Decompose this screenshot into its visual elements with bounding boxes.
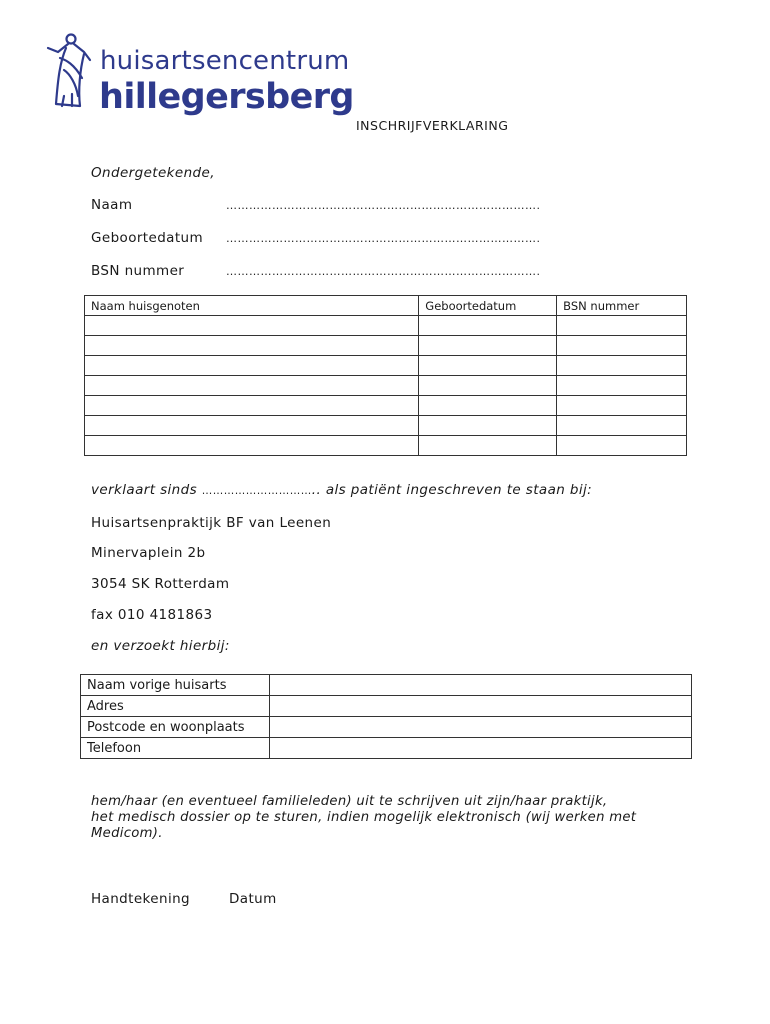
field-dots-bsn[interactable]: ………………………………………………………………………. <box>226 265 541 278</box>
prev-gp-label-postcode: Postcode en woonplaats <box>81 717 270 738</box>
logo-text-line2: hillegersberg <box>99 77 354 117</box>
members-table-body <box>85 316 687 456</box>
field-label-bsn: BSN nummer <box>91 263 185 279</box>
table-row <box>85 396 687 416</box>
member-birthdate-cell[interactable] <box>419 316 557 336</box>
member-bsn-cell[interactable] <box>557 436 687 456</box>
field-label-geboortedatum: Geboortedatum <box>91 230 204 246</box>
member-name-cell[interactable] <box>85 396 419 416</box>
request-paragraph <box>91 794 636 842</box>
header-geboortedatum: Geboortedatum <box>419 296 557 316</box>
header-bsn-nummer: BSN nummer <box>557 296 687 316</box>
prev-gp-label-name: Naam vorige huisarts <box>81 675 270 696</box>
table-row <box>81 738 692 759</box>
header-naam-huisgenoten: Naam huisgenoten <box>85 296 419 316</box>
member-birthdate-cell[interactable] <box>419 376 557 396</box>
prev-gp-value-phone[interactable] <box>269 738 691 759</box>
member-birthdate-cell[interactable] <box>419 356 557 376</box>
signature-label: Handtekening <box>91 891 191 907</box>
member-name-cell[interactable] <box>85 336 419 356</box>
intro-text: Ondergetekende, <box>91 165 215 181</box>
table-header-row <box>85 296 687 316</box>
logo <box>44 30 354 120</box>
previous-gp-table <box>80 674 692 759</box>
field-dots-naam[interactable]: ………………………………………………………………………. <box>226 199 541 212</box>
practice-name: Huisartsenpraktijk BF van Leenen <box>91 515 332 531</box>
member-name-cell[interactable] <box>85 316 419 336</box>
member-bsn-cell[interactable] <box>557 376 687 396</box>
table-row <box>81 717 692 738</box>
table-row <box>85 376 687 396</box>
field-dots-geboortedatum[interactable]: ………………………………………………………………………. <box>226 232 541 245</box>
document-title: INSCHRIJFVERKLARING <box>356 118 509 133</box>
declares-date-dots[interactable]: ………………………… <box>201 485 312 497</box>
declares-prefix: verklaart sinds <box>91 482 198 498</box>
member-birthdate-cell[interactable] <box>419 436 557 456</box>
standing-figure-icon <box>44 30 100 112</box>
member-bsn-cell[interactable] <box>557 356 687 376</box>
field-label-naam: Naam <box>91 197 133 213</box>
paragraph-line2: het medisch dossier op te sturen, indien mogelijk elektronisch (wij werken met <box>91 810 637 825</box>
table-row <box>81 675 692 696</box>
household-members-table <box>84 295 687 456</box>
date-label: Datum <box>229 891 277 907</box>
member-bsn-cell[interactable] <box>557 416 687 436</box>
declares-line <box>91 482 592 498</box>
table-row <box>85 336 687 356</box>
member-name-cell[interactable] <box>85 436 419 456</box>
prev-gp-label-address: Adres <box>81 696 270 717</box>
request-text: en verzoekt hierbij: <box>91 638 230 654</box>
prev-gp-value-name[interactable] <box>269 675 691 696</box>
declares-suffix: .. als patiënt ingeschreven te staan bij: <box>311 482 593 498</box>
paragraph-line1: hem/haar (en eventueel familieleden) uit te schrijven uit zijn/haar praktijk, <box>91 794 608 809</box>
table-row <box>85 416 687 436</box>
paragraph-line3: Medicom). <box>91 826 163 841</box>
member-bsn-cell[interactable] <box>557 336 687 356</box>
practice-street: Minervaplein 2b <box>91 545 206 561</box>
member-bsn-cell[interactable] <box>557 396 687 416</box>
table-row <box>85 316 687 336</box>
member-name-cell[interactable] <box>85 376 419 396</box>
logo-text-line1: huisartsencentrum <box>100 46 350 76</box>
member-birthdate-cell[interactable] <box>419 416 557 436</box>
prev-gp-value-address[interactable] <box>269 696 691 717</box>
member-birthdate-cell[interactable] <box>419 396 557 416</box>
member-bsn-cell[interactable] <box>557 316 687 336</box>
member-birthdate-cell[interactable] <box>419 336 557 356</box>
prev-gp-value-postcode[interactable] <box>269 717 691 738</box>
member-name-cell[interactable] <box>85 356 419 376</box>
table-row <box>81 696 692 717</box>
prev-gp-label-phone: Telefoon <box>81 738 270 759</box>
practice-fax: fax 010 4181863 <box>91 607 213 623</box>
member-name-cell[interactable] <box>85 416 419 436</box>
table-row <box>85 436 687 456</box>
practice-city: 3054 SK Rotterdam <box>91 576 230 592</box>
table-row <box>85 356 687 376</box>
